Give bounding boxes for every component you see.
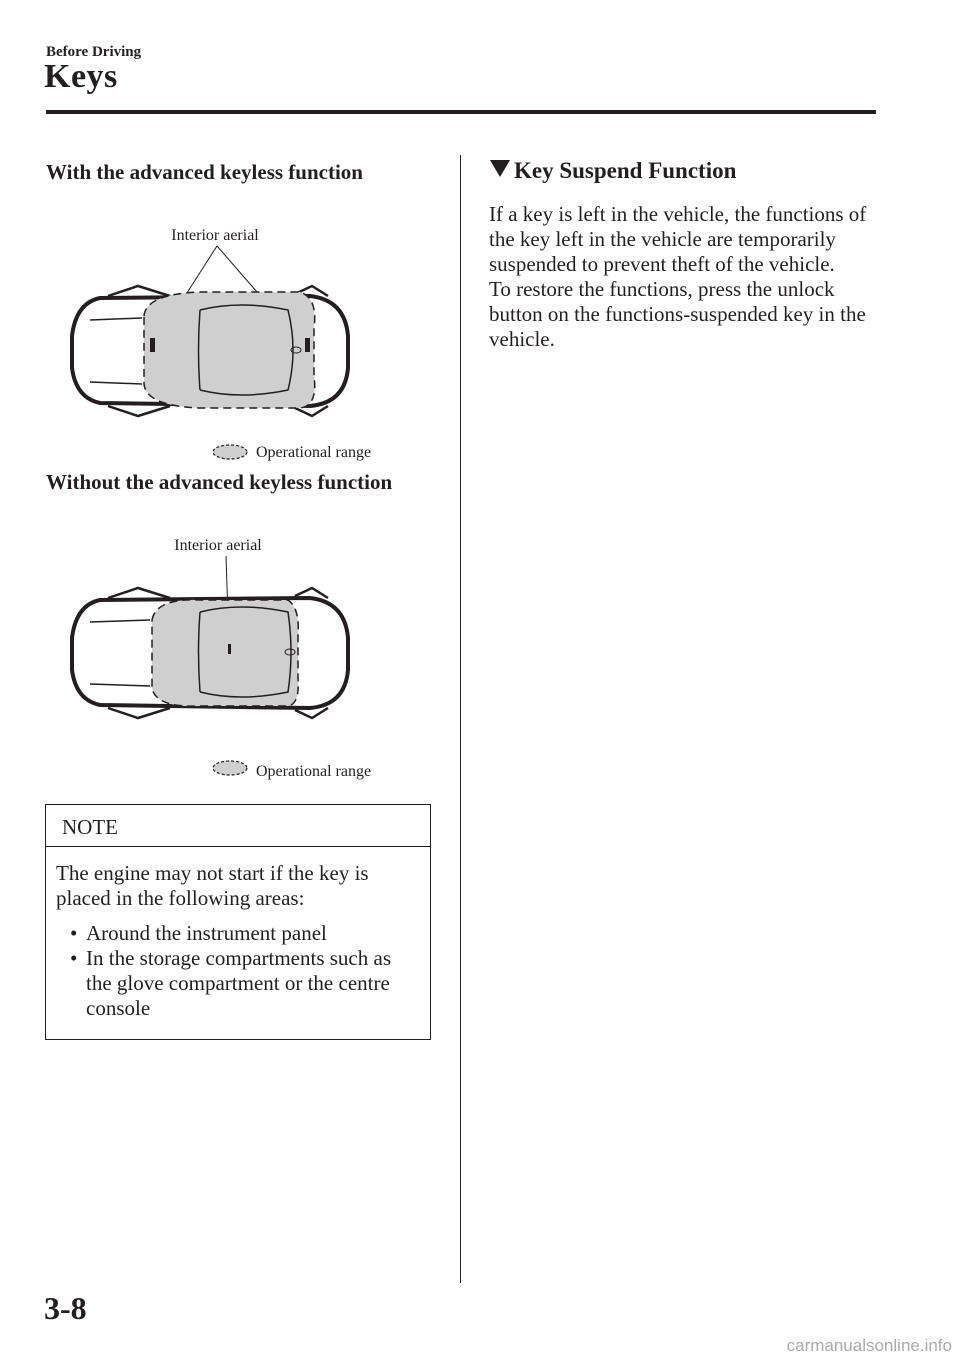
page-title: Keys: [44, 58, 118, 95]
note-title: NOTE: [46, 805, 430, 847]
note-list: [56, 921, 418, 1021]
watermark: carmanualsonline.info: [786, 1336, 952, 1355]
note-intro: The engine may not start if the key is placed in the following areas:: [56, 861, 369, 910]
operational-range-area: [144, 292, 315, 408]
interior-aerial-label: Interior aerial: [171, 227, 259, 244]
operational-range-label: Operational range: [256, 444, 372, 461]
aerial-marker: [228, 644, 231, 654]
list-item: [56, 946, 418, 1021]
car-diagram-standard: [60, 528, 410, 786]
section-label: Before Driving: [46, 44, 142, 60]
interior-aerial-label: Interior aerial: [174, 537, 262, 554]
diagram2-heading: Without the advanced keyless function: [46, 470, 393, 494]
note-item-text: In the storage compartments such as the glove compartment or the centre console: [86, 946, 391, 1020]
note-box: [45, 804, 431, 1040]
diagram1-heading: With the advanced keyless function: [46, 160, 363, 184]
section-heading: [490, 158, 736, 184]
paragraph: If a key is left in the vehicle, the functions of the key left in the vehicle are temporarily suspended to prevent theft of the vehicle.: [489, 202, 867, 276]
paragraph: To restore the functions, press the unlock button on the functions-suspended key in the vehicle.: [489, 277, 866, 351]
aerial-marker: [305, 338, 310, 352]
operational-range-legend-icon: [213, 761, 247, 775]
note-body: [46, 847, 430, 1021]
note-item-text: Around the instrument panel: [86, 921, 327, 945]
triangle-down-icon: [490, 160, 510, 177]
body-text: [489, 202, 869, 352]
section-heading-text: Key Suspend Function: [514, 158, 737, 183]
operational-range-label: Operational range: [256, 763, 372, 780]
car-diagram-advanced: [60, 218, 410, 468]
page-number: 3-8: [44, 1290, 87, 1326]
list-item: [56, 921, 418, 946]
header-divider: [46, 110, 876, 114]
operational-range-legend-icon: [213, 445, 247, 459]
bullet-icon: •: [70, 946, 78, 970]
aerial-marker: [150, 338, 155, 352]
operational-range-area: [152, 600, 298, 706]
bullet-icon: •: [70, 921, 78, 945]
column-divider: [460, 155, 461, 1283]
